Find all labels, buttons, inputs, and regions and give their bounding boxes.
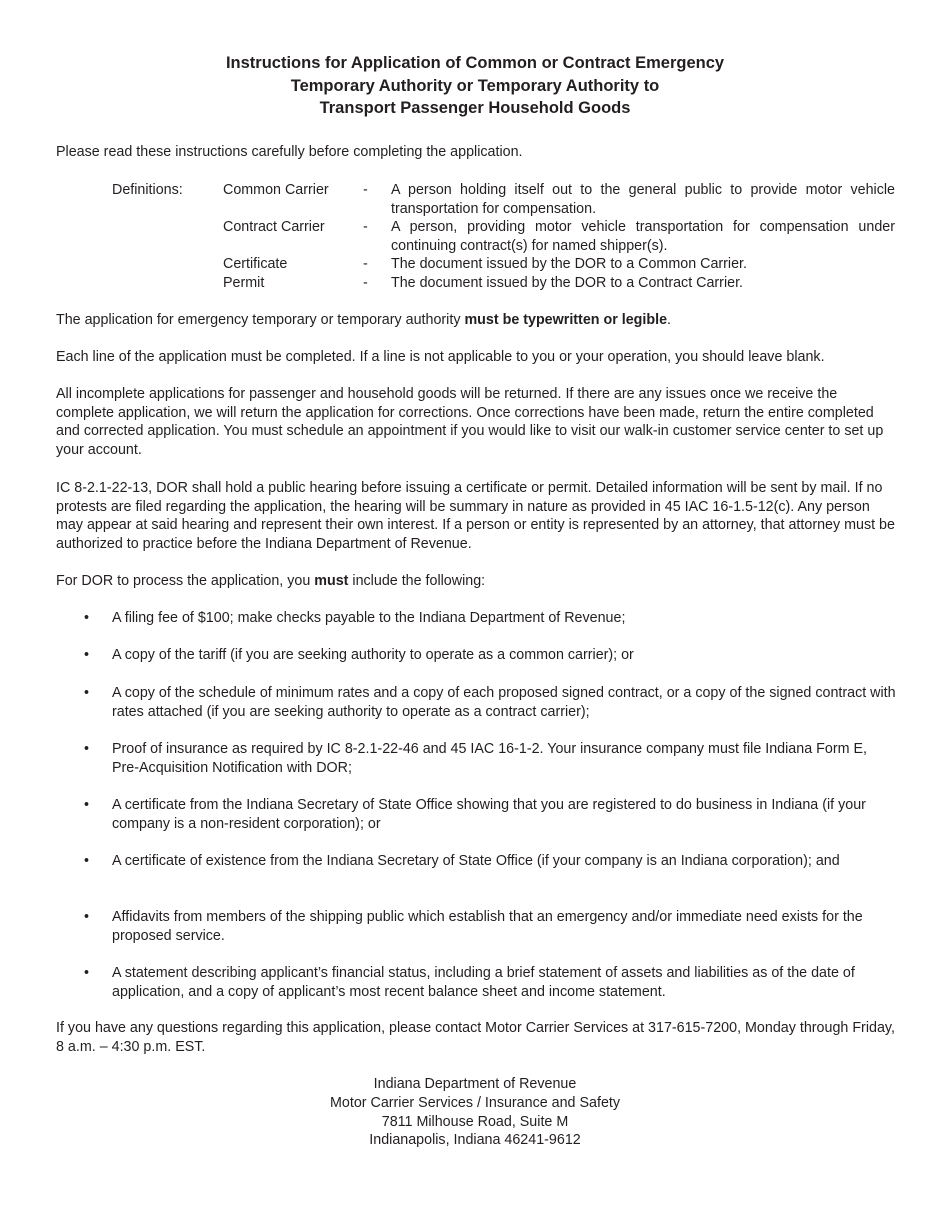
list-item-text: Proof of insurance as required by IC 8-2.1-22-46 and 45 IAC 16-1-2. Your insurance company must file Indiana Form E, Pre-Acquisition Notification with DOR; [112,741,867,776]
incomplete-applications-paragraph: All incomplete applications for passenger and household goods will be returned. If there are any issues once we receive the complete application, we will return the application for corrections. Once corrections have been made, return the entire completed and corrected application. You must schedule an appointment if you would like to visit our walk-in customer service center to set up your account. [56,386,884,458]
title-line-2: Temporary Authority or Temporary Authority to [290,76,660,95]
definition-dash: - [363,274,368,291]
bullet-icon: • [84,610,90,626]
definition-term: Permit [223,274,265,291]
title-line-3: Transport Passenger Household Goods [319,99,631,117]
list-item-text: A statement describing applicant’s financial status, including a brief statement of assets and liabilities as of the date of application, and a copy of applicant’s most recent balance sheet and income statement. [112,965,855,1000]
bullet-icon: • [84,685,90,701]
list-item [56,684,896,721]
address-line-2: Motor Carrier Services / Insurance and Safety [329,1094,621,1111]
legible-end: . [667,312,672,328]
list-item [56,609,896,628]
list-item [56,796,896,833]
process-end: include the following: [348,573,486,589]
page-title [0,52,950,120]
list-item [56,646,896,665]
address-line-1: Indiana Department of Revenue [373,1076,577,1092]
legible-emphasis: must be typewritten or legible [464,312,668,328]
definition-term: Common Carrier [223,182,329,198]
bullet-icon: • [84,741,90,757]
definition-description: The document issued by the DOR to a Contract Carrier. [391,274,744,291]
list-item-text: A copy of the schedule of minimum rates and a copy of each proposed signed contract, or a copy of the signed contract with rates attached (if you are seeking authority to operate as a contract carrier); [112,685,896,720]
legible-paragraph [56,311,896,330]
list-item [56,908,896,945]
each-line-paragraph: Each line of the application must be completed. If a line is not applicable to you or your operation, you should leave blank. [56,349,825,365]
definition-row-common-carrier [112,181,896,218]
definitions-block [112,181,896,293]
definition-term: Certificate [223,256,288,273]
list-item [56,740,896,777]
bullet-icon: • [84,647,90,663]
contact-paragraph: If you have any questions regarding this application, please contact Motor Carrier Services at 317-615-7200, Monday through Friday, 8 a.m. – 4:30 p.m. EST. [56,1020,895,1055]
definition-term: Contract Carrier [223,219,325,236]
definition-row-contract-carrier [112,218,896,255]
process-text: For DOR to process the application, you [56,573,315,589]
list-item-text: A certificate from the Indiana Secretary of State Office showing that you are registered to do business in Indiana (if your company is a non-resident corporation); or [112,797,866,832]
definition-row-certificate [112,255,896,274]
definitions-label: Definitions: [112,182,183,198]
list-item-text: A filing fee of $100; make checks payable to the Indiana Department of Revenue; [112,610,626,626]
definition-description: The document issued by the DOR to a Common Carrier. [391,256,747,273]
definition-description: A person, providing motor vehicle transportation for compensation under continuing contract(s) for named shipper(s). [391,219,895,254]
bullet-icon: • [84,965,90,981]
list-item [56,964,896,1001]
title-line-1: Instructions for Application of Common or Contract Emergency [225,54,725,72]
legible-text: The application for emergency temporary or temporary authority [56,312,465,328]
mailing-address [0,1075,950,1150]
bullet-icon: • [84,909,90,925]
address-line-4: Indianapolis, Indiana 46241-9612 [369,1132,581,1149]
process-emphasis: must [314,573,349,589]
intro-paragraph: Please read these instructions carefully before completing the application. [56,144,523,160]
list-item-text: A copy of the tariff (if you are seeking authority to operate as a common carrier); or [112,647,634,663]
public-hearing-paragraph: IC 8-2.1-22-13, DOR shall hold a public hearing before issuing a certificate or permit. Detailed information will be sent by mail. If no protests are filed regarding the application, the hearing will be summary in nature as provided in 45 IAC 16-1.5-12(c). Any person may appear at said hearing and represent their own interest. If a person or entity is represented by an attorney, that attorney must be authorized to practice before the Indiana Department of Revenue. [56,480,895,552]
definition-description: A person holding itself out to the general public to provide motor vehicle transportation for compensation. [391,182,895,217]
definition-dash: - [363,182,368,198]
process-requirements-paragraph [56,572,896,591]
list-item [56,852,896,871]
address-line-3: 7811 Milhouse Road, Suite M [381,1113,569,1130]
list-item-text: Affidavits from members of the shipping public which establish that an emergency and/or immediate need exists for the proposed service. [112,909,863,944]
definition-dash: - [363,256,368,273]
definition-dash: - [363,219,368,236]
definition-row-permit [112,274,896,293]
bullet-icon: • [84,853,90,869]
bullet-icon: • [84,797,90,813]
list-item-text: A certificate of existence from the Indiana Secretary of State Office (if your company is an Indiana corporation); and [112,853,840,869]
